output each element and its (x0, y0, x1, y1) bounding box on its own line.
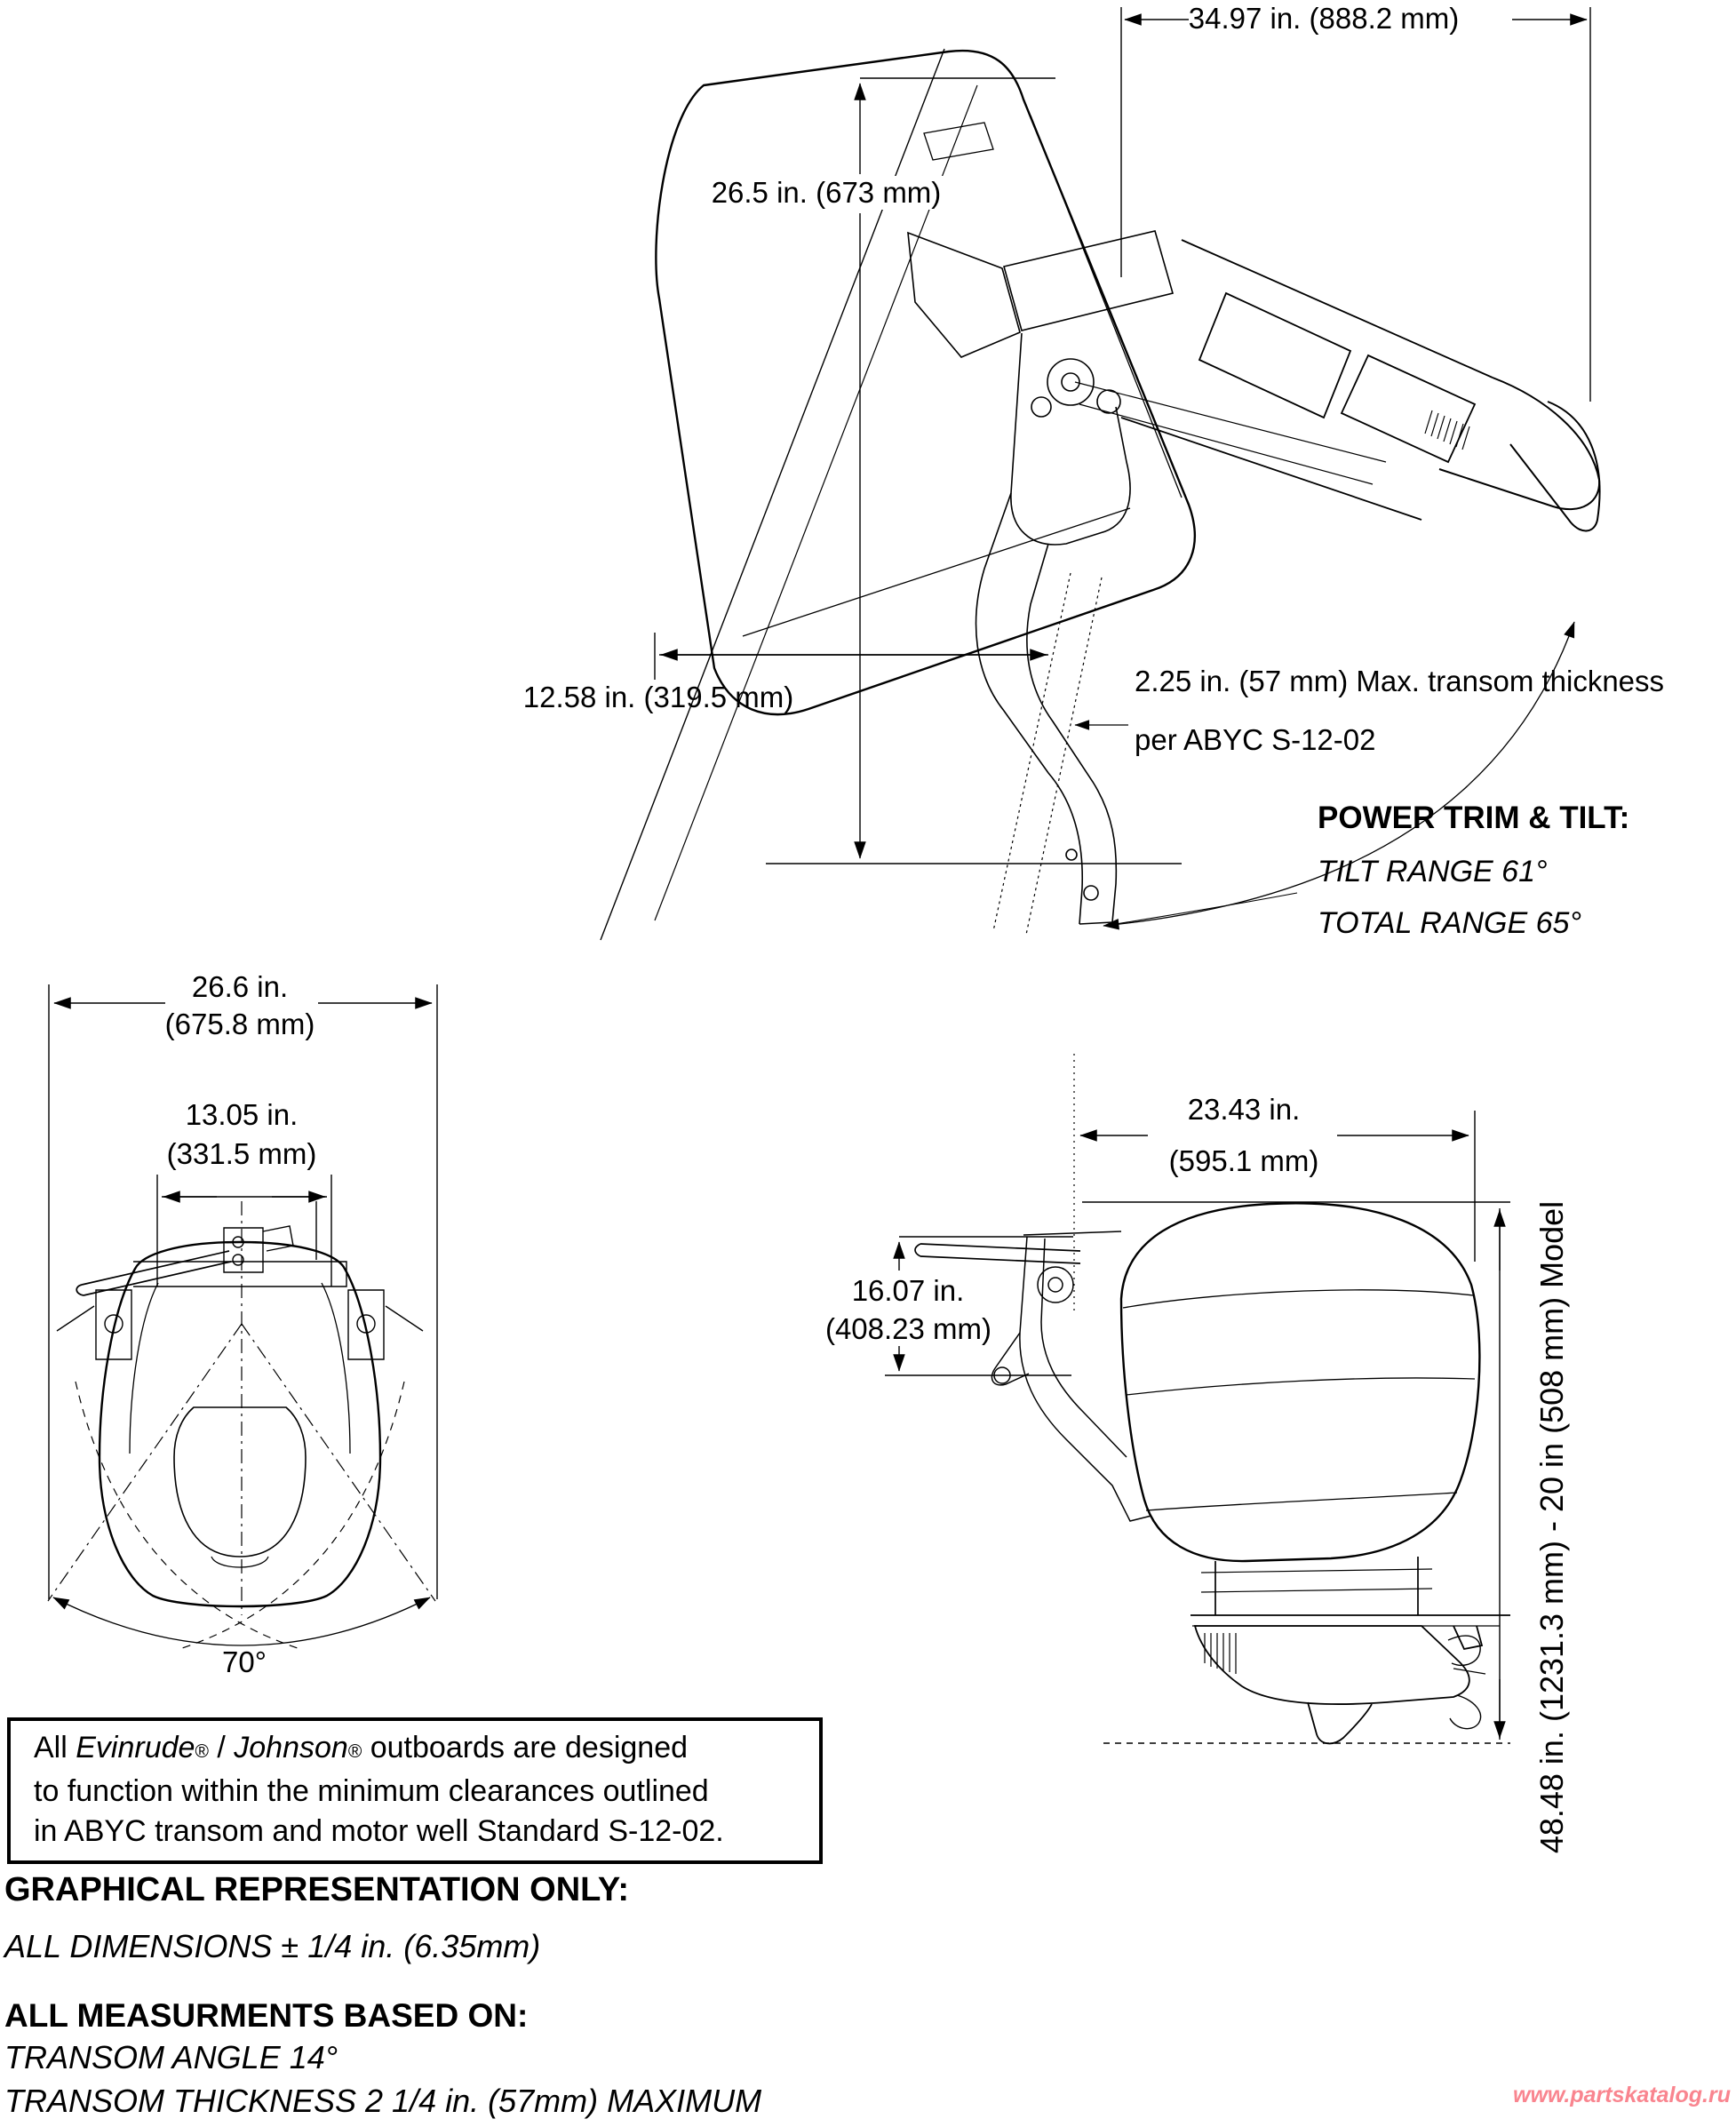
side-cowling (1121, 1203, 1479, 1561)
power-trim-tilt-heading: POWER TRIM & TILT: (1318, 801, 1630, 835)
rear-lower-pan (174, 1407, 306, 1557)
dim-label-cowl-height-tilted: 26.5 in. (673 mm) (684, 176, 968, 210)
side-gearcase (1191, 1615, 1510, 1743)
dim-label-depth-mm: (595.1 mm) (1168, 1144, 1319, 1177)
dimension-12-58 (655, 633, 1048, 680)
dim-label-rear-width-mm: (675.8 mm) (164, 1008, 315, 1040)
transom-thickness-max-note: TRANSOM THICKNESS 2 1/4 in. (57mm) MAXIMUM (4, 2083, 762, 2119)
side-transom-bracket (991, 1231, 1151, 1521)
side-steering-arm (915, 1244, 1080, 1263)
side-cowl-seam-1 (1127, 1378, 1475, 1395)
dimension-34-97 (1121, 7, 1590, 402)
side-cowl-stripe (1123, 1290, 1473, 1308)
clearance-note-line3: in ABYC transom and motor well Standard S-12-02. (34, 1814, 724, 1848)
clearance-note-line1 (34, 1728, 819, 1772)
dimensions-tolerance-note: ALL DIMENSIONS ± 1/4 in. (6.35mm) (4, 1928, 541, 1964)
transom-thickness-note-line2: per ABYC S-12-02 (1135, 723, 1376, 756)
brand-evinrude: Evinrude (76, 1731, 195, 1765)
rear-pan-detail (211, 1557, 268, 1567)
clearance-text-post: outboards are designed (362, 1731, 689, 1765)
dimension-23-43 (1080, 1111, 1475, 1262)
graphical-representation-heading: GRAPHICAL REPRESENTATION ONLY: (4, 1871, 630, 1908)
dimension-26-6 (49, 984, 437, 1599)
dimension-48-48 (1082, 1202, 1510, 1743)
tilt-range-value: TILT RANGE 61° (1318, 855, 1548, 888)
rear-tiller-handle (76, 1251, 231, 1295)
rear-cowl-inner-right (322, 1283, 350, 1454)
dimension-2-25 (993, 573, 1128, 935)
total-range-value: TOTAL RANGE 65° (1318, 906, 1582, 940)
brand-johnson: Johnson (234, 1731, 348, 1765)
watermark-url: www.partskatalog.ru (1513, 2083, 1731, 2107)
steering-envelope (48, 1201, 435, 1648)
dim-label-depth-in: 23.43 in. (1187, 1093, 1301, 1126)
side-cowl-seam-2 (1146, 1493, 1457, 1510)
tilted-cowl-vent (924, 123, 993, 160)
dim-label-height-in: 16.07 in. (851, 1274, 965, 1307)
registered-mark-2: ® (347, 1741, 362, 1762)
clearance-note-box (7, 1717, 823, 1864)
clearance-text-pre: All (34, 1731, 76, 1765)
dim-label-swing-clearance: 12.58 in. (319.5 mm) (522, 681, 794, 713)
side-midsection (1201, 1557, 1432, 1615)
dim-label-overall-height-model: 48.48 in. (1231.3 mm) - 20 in (508 mm) Model (1533, 1200, 1570, 1854)
tilted-cowling (656, 51, 1194, 714)
steering-angle-label: 70° (222, 1645, 267, 1678)
dim-label-handle-width-mm: (331.5 mm) (166, 1137, 317, 1170)
rear-view-drawing (48, 984, 437, 1648)
brand-separator: / (208, 1731, 235, 1765)
registered-mark-1: ® (195, 1741, 209, 1762)
rear-cowl (100, 1242, 380, 1606)
clearance-note-line2: to function within the minimum clearances outlined (34, 1774, 709, 1808)
dim-label-overall-width-tilted: 34.97 in. (888.2 mm) (1188, 2, 1460, 35)
dim-label-rear-width-in: 26.6 in. (191, 970, 289, 1003)
rear-cowl-inner-left (130, 1283, 158, 1454)
tilt-bracket-assembly (908, 231, 1173, 924)
transom-line-inner (655, 85, 977, 920)
measurements-heading: ALL MEASURMENTS BASED ON: (4, 1997, 529, 2034)
transom-thickness-note-line1: 2.25 in. (57 mm) Max. transom thickness (1135, 665, 1665, 697)
tilted-cowl-edge-line (1031, 116, 1182, 498)
transom-angle-note: TRANSOM ANGLE 14° (4, 2039, 338, 2075)
dimension-13-05 (157, 1175, 331, 1287)
dim-label-height-mm: (408.23 mm) (824, 1312, 992, 1345)
dim-label-handle-width-in: 13.05 in. (185, 1098, 299, 1131)
